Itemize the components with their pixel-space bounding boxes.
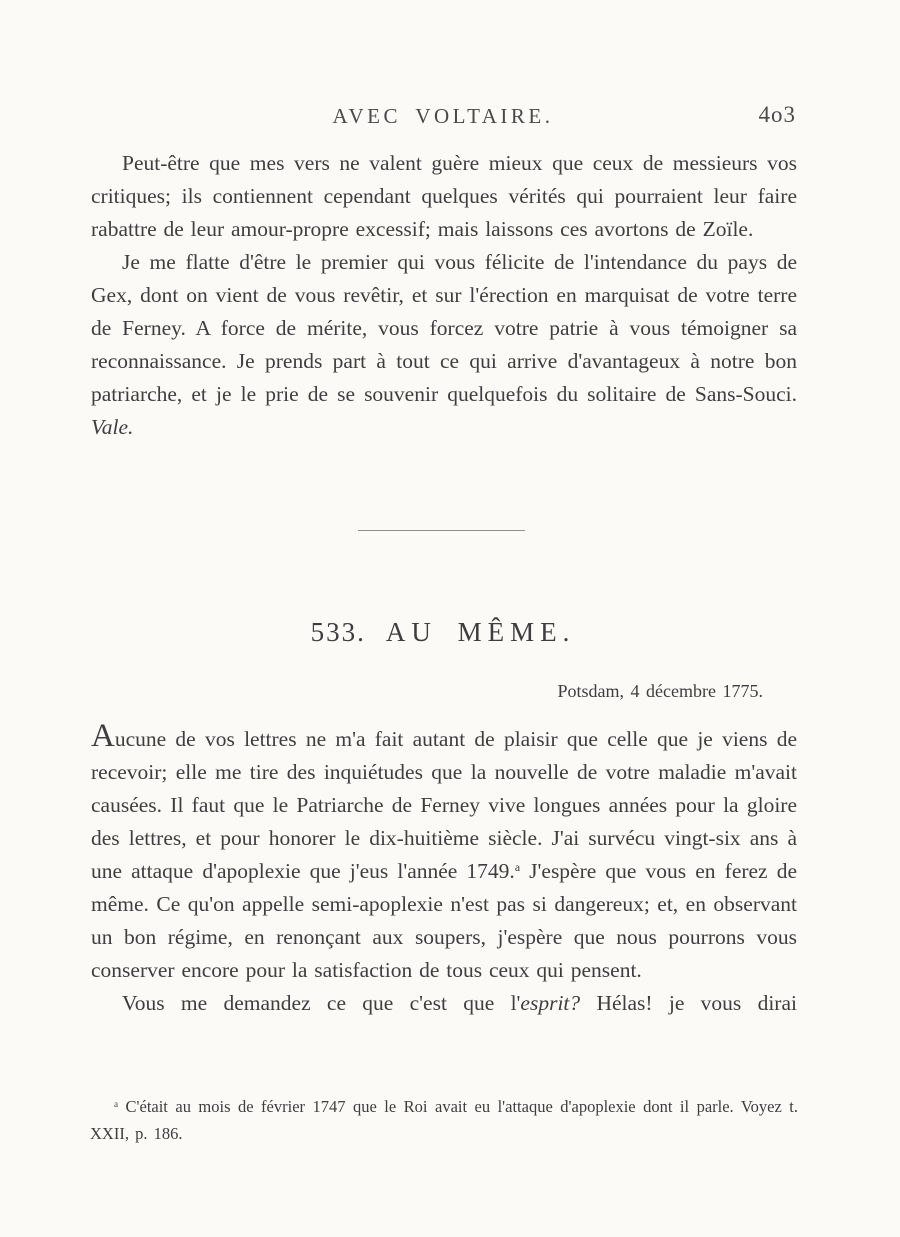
letter-number: 533. bbox=[310, 617, 366, 647]
letter-body bbox=[91, 720, 797, 1020]
footnote bbox=[90, 1093, 798, 1147]
letter-heading bbox=[90, 617, 796, 648]
paragraph: Je me flatte d'être le premier qui vous félicite de l'intendance du pays de Gex, dont on vient de vous revêtir, et sur l'érection en marquisat de votre terre de Ferney. A force de mérite, vous forcez votre patrie à vous témoigner sa reconnaissance. Je prends part à tout ce qui arrive d'avantageux à notre bon patriarche, et je le prie de se souvenir quelquefois du solitaire de Sans-Souci. Vale. bbox=[91, 250, 797, 439]
letter-paragraph: Aucune de vos lettres ne m'a fait autant de plaisir que celle que je viens de recevoir; elle me tire des inquiétudes que la nouvelle de votre maladie m'avait causées. Il faut que le Patriarche de Ferney vive longues années pour la gloire des lettres, et pour honorer le dix-huitième siècle. J'ai survécu vingt-six ans à une attaque d'apoplexie que j'eus l'année 1749.$^a$ J'espère que vous en ferez de même. Ce qu'on appelle semi-apoplexie n'est pas si dangereux; et, en observant un bon régime, en renonçant aux soupers, j'espère que nous pourrons vous conserver encore pour la satisfaction de tous ceux qui pensent. bbox=[91, 718, 797, 982]
paragraph: Peut-être que mes vers ne valent guère mieux que ceux de messieurs vos critiques; ils contiennent cependant quelques vérités qui pourraient leur faire rabattre de leur amour-propre excessif; mais laissons ces avortons de Zoïle. bbox=[91, 151, 797, 241]
previous-letter-ending bbox=[91, 147, 797, 444]
footnote-text: $^a$ C'était au mois de février 1747 que le Roi avait eu l'attaque d'apoplexie dont il parle. Voyez t. XXII, p. 186. bbox=[90, 1097, 798, 1143]
section-divider bbox=[358, 530, 525, 531]
dateline: Potsdam, 4 décembre 1775. bbox=[557, 681, 763, 701]
letter-title: AU MÊME. bbox=[385, 617, 576, 647]
letter-paragraph: Vous me demandez ce que c'est que l'esprit? Hélas! je vous dirai bbox=[122, 991, 797, 1015]
page-number: 4o3 bbox=[758, 102, 796, 127]
running-title: AVEC VOLTAIRE. bbox=[332, 104, 554, 128]
